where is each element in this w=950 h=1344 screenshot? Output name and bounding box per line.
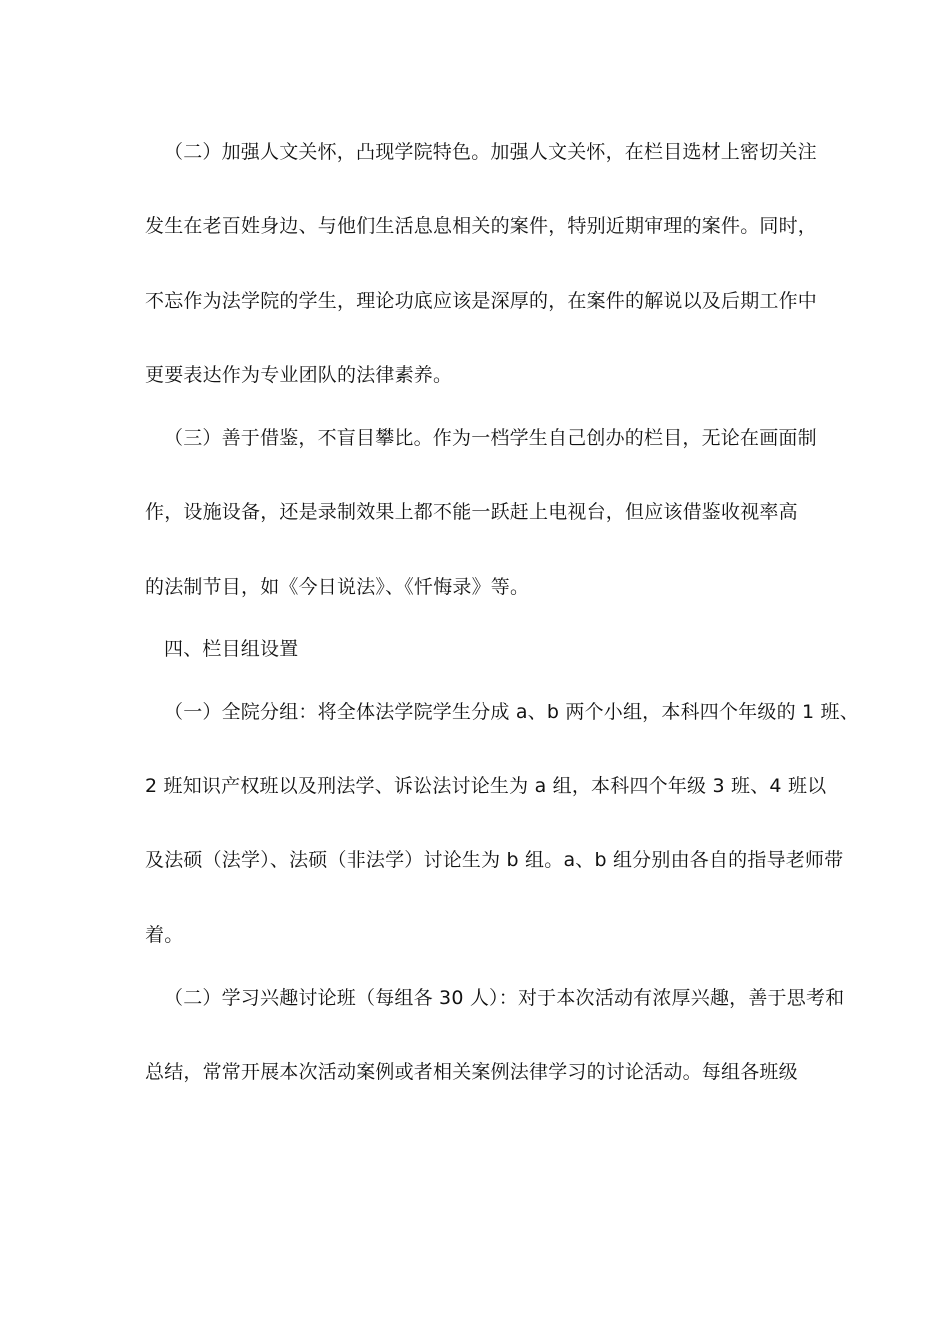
- section-heading: 四、栏目组设置: [164, 638, 299, 660]
- paragraph-line: 2 班知识产权班以及刑法学、诉讼法讨论生为 a 组，本科四个年级 3 班、4 班以: [145, 775, 827, 797]
- paragraph-line: 着。: [145, 924, 184, 946]
- paragraph-line: 更要表达作为专业团队的法律素养。: [145, 364, 453, 386]
- paragraph-line: （一）全院分组：将全体法学院学生分成 a、b 两个小组，本科四个年级的 1 班、: [164, 701, 859, 723]
- paragraph-line: 及法硕（法学）、法硕（非法学）讨论生为 b 组。a、b 组分别由各自的指导老师带: [145, 849, 844, 871]
- paragraph-line: （二）加强人文关怀，凸现学院特色。加强人文关怀，在栏目选材上密切关注: [164, 141, 817, 163]
- paragraph-line: 作，设施设备，还是录制效果上都不能一跃赶上电视台，但应该借鉴收视率高: [145, 501, 798, 523]
- paragraph-line: 不忘作为法学院的学生，理论功底应该是深厚的，在案件的解说以及后期工作中: [145, 290, 818, 312]
- paragraph-line: 的法制节目，如《今日说法》、《忏悔录》等。: [145, 576, 530, 598]
- paragraph-line: （三）善于借鉴，不盲目攀比。作为一档学生自己创办的栏目，无论在画面制: [164, 427, 817, 449]
- paragraph-line: 总结，常常开展本次活动案例或者相关案例法律学习的讨论活动。每组各班级: [145, 1061, 798, 1083]
- paragraph-line: （二）学习兴趣讨论班（每组各 30 人）：对于本次活动有浓厚兴趣，善于思考和: [164, 987, 845, 1009]
- paragraph-line: 发生在老百姓身边、与他们生活息息相关的案件，特别近期审理的案件。同时，: [145, 215, 818, 237]
